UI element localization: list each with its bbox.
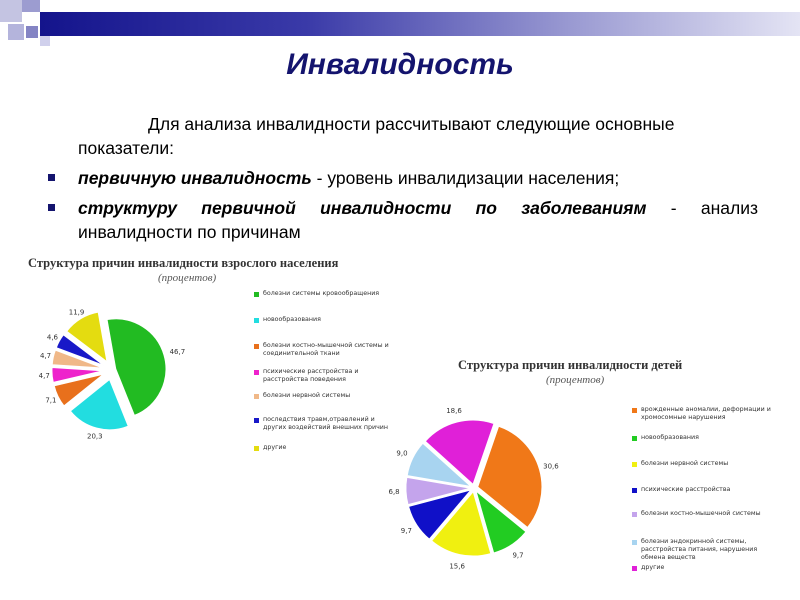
legend-swatch xyxy=(254,418,259,423)
legend-label: другие xyxy=(263,444,287,451)
slide-title: Инвалидность xyxy=(286,48,514,81)
slice-value-label: 7,1 xyxy=(45,396,57,405)
legend-label: психические расстройства и расстройства поведения xyxy=(263,368,359,383)
legend-swatch xyxy=(632,540,637,545)
legend-swatch xyxy=(254,292,259,297)
legend-label: врожденные аномалии, деформации и хромосомные нарушения xyxy=(641,406,771,421)
slice-value-label: 4,7 xyxy=(38,372,50,381)
bullet-term: структуру первичной инвалидности по заболеваниям xyxy=(78,198,647,218)
legend-swatch xyxy=(254,344,259,349)
legend-label: болезни системы кровообращения xyxy=(263,290,380,297)
slice-value-label: 6,8 xyxy=(388,488,400,497)
legend-item xyxy=(632,564,664,572)
bullet-term: первичную инвалидность xyxy=(78,168,312,188)
slice-value-label: 30,6 xyxy=(543,462,559,471)
slice-value-label: 46,7 xyxy=(169,347,186,356)
legend-item xyxy=(254,416,390,432)
legend-label: болезни костно-мышечной системы и соединительной ткани xyxy=(263,342,389,357)
legend-swatch xyxy=(632,566,637,571)
legend-item xyxy=(632,406,778,422)
legend-item xyxy=(254,342,390,358)
slice-value-label: 9,0 xyxy=(396,449,408,458)
legend-label: болезни нервной системы xyxy=(263,392,351,399)
slice-value-label: 18,6 xyxy=(446,407,462,416)
slice-value-label: 11,9 xyxy=(68,308,85,317)
legend-item xyxy=(254,316,321,324)
legend-swatch xyxy=(632,512,637,517)
legend-label: болезни костно-мышечной системы xyxy=(641,510,761,517)
slice-value-label: 9,7 xyxy=(400,527,412,536)
legend-label: другие xyxy=(641,564,665,571)
legend-label: болезни нервной системы xyxy=(641,460,729,467)
legend-item xyxy=(632,538,778,562)
legend-item xyxy=(632,434,699,442)
legend-label: последствия травм,отравлений и других воздействий внешних причин xyxy=(263,416,389,431)
legend-label: новообразования xyxy=(263,316,321,323)
legend-label: болезни эндокринной системы, расстройства питания, нарушения обмена веществ xyxy=(641,538,758,561)
legend-swatch xyxy=(254,318,259,323)
legend-item xyxy=(254,368,390,384)
slice-value-label: 4,7 xyxy=(39,352,52,361)
bullet-description: - анализ инвалидности по причинам xyxy=(78,198,758,242)
child-chart-title: Структура причин инвалидности детей xyxy=(458,358,683,372)
legend-item xyxy=(254,444,286,452)
legend-swatch xyxy=(632,488,637,493)
legend-swatch xyxy=(632,462,637,467)
legend-swatch xyxy=(254,370,259,375)
slice-value-label: 9,7 xyxy=(512,551,524,560)
adult-chart-title: Структура причин инвалидности взрослого населения xyxy=(28,256,339,270)
slice-value-label: 15,6 xyxy=(449,562,465,571)
legend-item xyxy=(632,460,728,468)
legend-label: новообразования xyxy=(641,434,699,441)
slice-value-label: 20,3 xyxy=(86,432,103,441)
child-chart-subtitle: (процентов) xyxy=(546,374,605,386)
legend-item xyxy=(632,486,730,494)
legend-swatch xyxy=(254,394,259,399)
legend-item xyxy=(632,510,761,518)
legend-swatch xyxy=(254,446,259,451)
legend-swatch xyxy=(632,436,637,441)
adult-chart-subtitle: (процентов) xyxy=(158,272,217,284)
bullet-description: - уровень инвалидизации населения; xyxy=(311,168,620,188)
legend-item xyxy=(254,392,350,400)
slice-value-label: 4,6 xyxy=(46,333,59,342)
intro-text: Для анализа инвалидности рассчитывают следующие основные показатели: xyxy=(78,114,675,158)
legend-swatch xyxy=(632,408,637,413)
legend-item xyxy=(254,290,379,298)
legend-label: психические расстройства xyxy=(641,486,731,493)
